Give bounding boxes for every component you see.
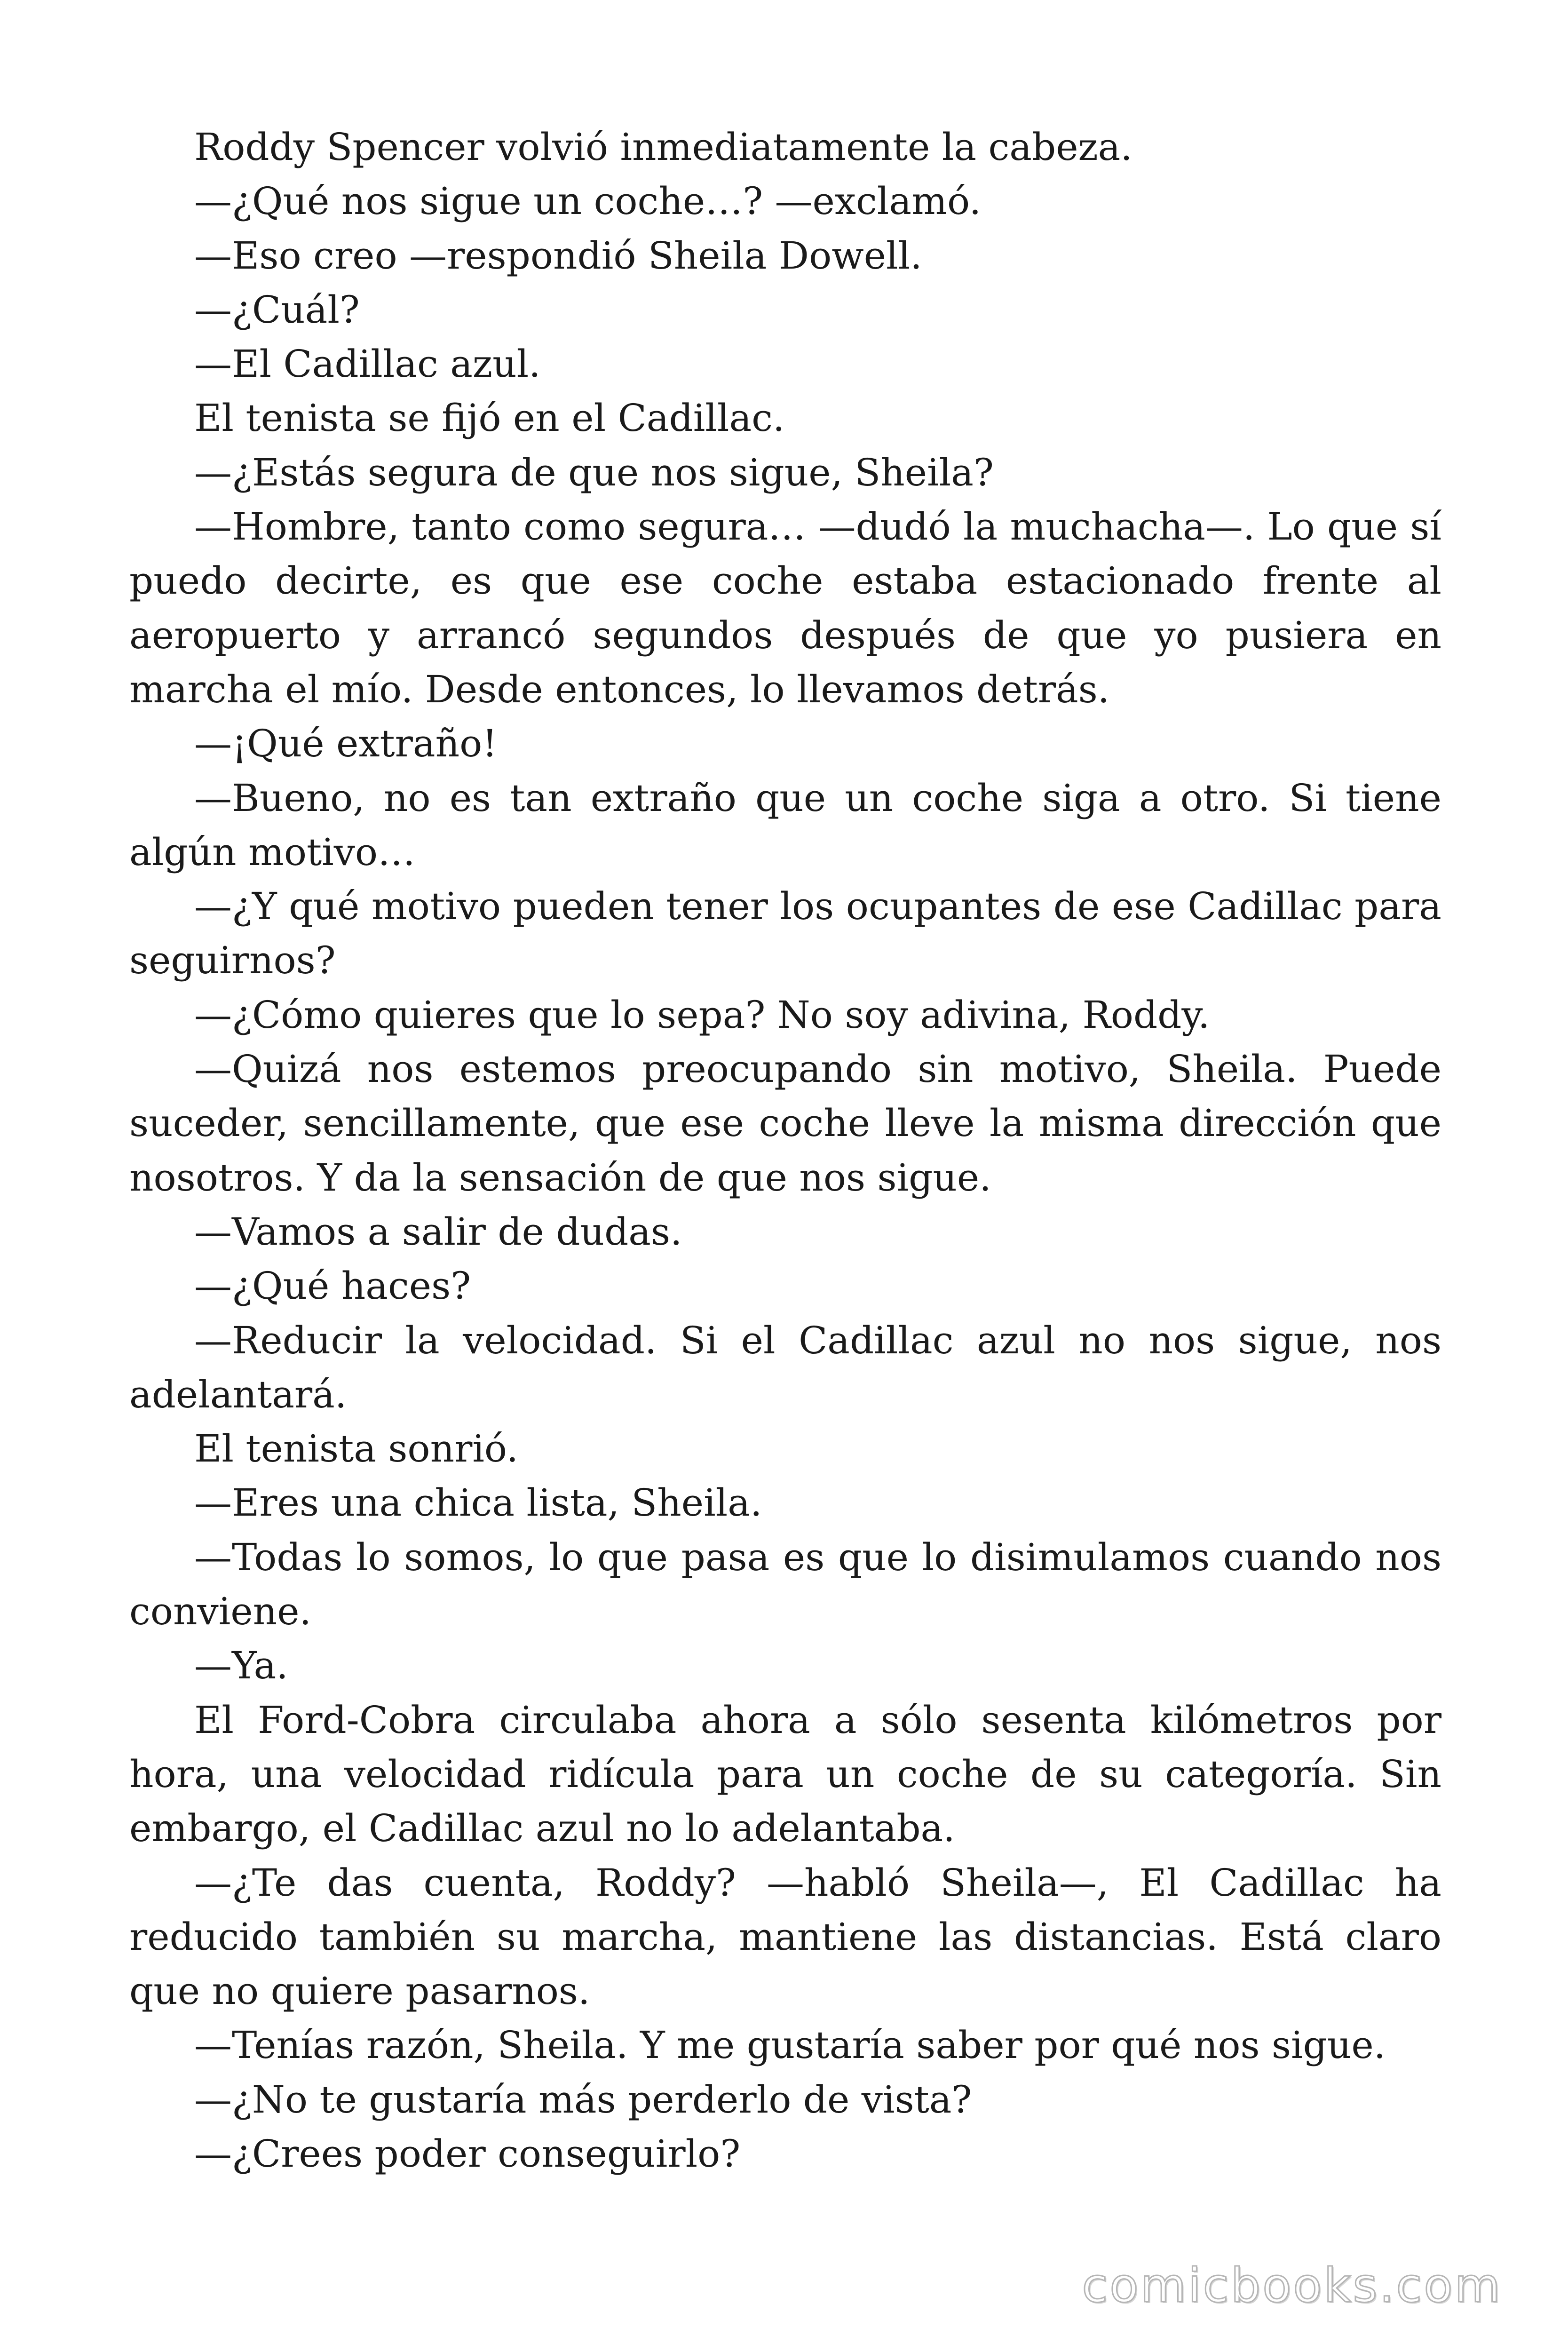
paragraph: El tenista se fijó en el Cadillac. — [194, 396, 785, 440]
paragraph: —Hombre, tanto como segura… —dudó la muchacha—. Lo que sí puedo decirte, es que ese coche estaba estacionado frente al aeropuerto y arrancó segundos después de que yo pusiera en marcha el mío. Desde entonces, lo llevamos detrás. — [129, 505, 1441, 711]
paragraph: —¿Y qué motivo pueden tener los ocupantes de ese Cadillac para seguirnos? — [129, 884, 1441, 983]
paragraph: El tenista sonrió. — [194, 1427, 519, 1471]
paragraph: —Eso creo —respondió Sheila Dowell. — [194, 233, 922, 278]
paragraph: —¿Cómo quieres que lo sepa? No soy adivina, Roddy. — [194, 993, 1210, 1037]
paragraph: —¿Estás segura de que nos sigue, Sheila? — [194, 450, 994, 494]
paragraph: Roddy Spencer volvió inmediatamente la cabeza. — [194, 125, 1132, 169]
paragraph: —¿Te das cuenta, Roddy? —habló Sheila—, El Cadillac ha reducido también su marcha, mantiene las distancias. Está claro que no quiere pasarnos. — [129, 1860, 1441, 2013]
paragraph: —El Cadillac azul. — [194, 342, 541, 386]
paragraph: —Reducir la velocidad. Si el Cadillac azul no nos sigue, nos adelantará. — [129, 1318, 1441, 1416]
paragraph: —Tenías razón, Sheila. Y me gustaría saber por qué nos sigue. — [194, 2023, 1386, 2067]
page-text — [129, 120, 1441, 2181]
paragraph: —¿Crees poder conseguirlo? — [194, 2131, 741, 2176]
paragraph: —Eres una chica lista, Sheila. — [194, 1481, 762, 1525]
paragraph: El Ford-Cobra circulaba ahora a sólo sesenta kilómetros por hora, una velocidad ridícula para un coche de su categoría. Sin embargo, el Cadillac azul no lo adelantaba. — [129, 1698, 1441, 1851]
paragraph: —Bueno, no es tan extraño que un coche siga a otro. Si tiene algún motivo… — [129, 776, 1441, 874]
paragraph: —¿Cuál? — [194, 287, 360, 332]
paragraph: —¡Qué extraño! — [194, 722, 498, 766]
paragraph: —¿Qué haces? — [194, 1264, 471, 1308]
paragraph: —Todas lo somos, lo que pasa es que lo disimulamos cuando nos conviene. — [129, 1535, 1441, 1634]
paragraph: —¿No te gustaría más perderlo de vista? — [194, 2077, 972, 2122]
paragraph: —¿Qué nos sigue un coche…? —exclamó. — [194, 179, 982, 223]
paragraph: —Ya. — [194, 1644, 288, 1688]
paragraph: —Vamos a salir de dudas. — [194, 1209, 682, 1254]
paragraph: —Quizá nos estemos preocupando sin motivo, Sheila. Puede suceder, sencillamente, que ese coche lleve la misma dirección que nosotros. Y da la sensación de que nos sigue. — [129, 1047, 1441, 1200]
watermark-logo: comicbooks.com — [1082, 2258, 1502, 2313]
